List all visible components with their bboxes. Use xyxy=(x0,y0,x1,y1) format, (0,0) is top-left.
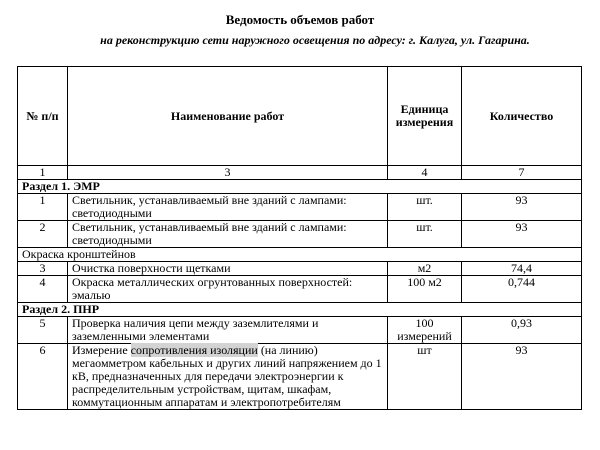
quantity-cell: 0,93 xyxy=(462,317,582,344)
unit-cell: 100 измерений xyxy=(388,317,462,344)
row-number: 5 xyxy=(18,317,68,344)
document-subtitle: на реконструкцию сети наружного освещения по адресу: г. Калуга, ул. Гагарина. xyxy=(100,33,530,47)
unit-cell: шт. xyxy=(388,194,462,221)
subsection-row xyxy=(18,248,582,262)
quantity-cell: 0,744 xyxy=(462,276,582,303)
work-name: Светильник, устанавливаемый вне зданий с лампами: светодиодными xyxy=(68,221,388,248)
table-row xyxy=(18,317,582,344)
work-name: Проверка наличия цепи между заземлителями и заземленными элементами xyxy=(68,317,388,344)
unit-cell: м2 xyxy=(388,262,462,276)
row-number: 1 xyxy=(18,194,68,221)
column-number: 4 xyxy=(388,166,462,180)
document-title: Ведомость объемов работ xyxy=(225,12,375,27)
subsection-title: Окраска кронштейнов xyxy=(18,248,582,262)
work-name: Окраска металлических огрунтованных поверхностей: эмалью xyxy=(68,276,388,303)
header-work-name: Наименование работ xyxy=(68,67,388,166)
column-number: 7 xyxy=(462,166,582,180)
table-row xyxy=(18,221,582,248)
header-number: № п/п xyxy=(18,67,68,166)
column-number: 1 xyxy=(18,166,68,180)
header-unit: Единица измерения xyxy=(388,67,462,166)
work-name xyxy=(68,344,388,410)
quantity-cell: 74,4 xyxy=(462,262,582,276)
row-number: 2 xyxy=(18,221,68,248)
table-row xyxy=(18,276,582,303)
table-row xyxy=(18,194,582,221)
column-number: 3 xyxy=(68,166,388,180)
quantity-cell: 93 xyxy=(462,194,582,221)
section-title: Раздел 2. ПНР xyxy=(18,303,582,317)
section-title: Раздел 1. ЭМР xyxy=(18,180,582,194)
header-quantity: Количество xyxy=(462,67,582,166)
quantity-cell: 93 xyxy=(462,221,582,248)
works-table xyxy=(17,66,582,410)
unit-cell: шт xyxy=(388,344,462,410)
table-row xyxy=(18,344,582,410)
section-row xyxy=(18,180,582,194)
quantity-cell: 93 xyxy=(462,344,582,410)
column-number-row xyxy=(18,166,582,180)
unit-cell: шт. xyxy=(388,221,462,248)
work-name: Светильник, устанавливаемый вне зданий с лампами: светодиодными xyxy=(68,194,388,221)
highlighted-text[interactable]: сопротивления изоляции xyxy=(130,343,258,357)
row-number: 6 xyxy=(18,344,68,410)
unit-cell: 100 м2 xyxy=(388,276,462,303)
work-name: Очистка поверхности щетками xyxy=(68,262,388,276)
header-row xyxy=(18,67,582,166)
work-name-rest: (на линию) мегаомметром кабельных и других линий напряжением до 1 кВ, предназначенных для передачи электроэнергии к распределительным устройствам, щитам, шкафам, коммутационным аппаратам и электропотребителям xyxy=(72,343,382,409)
row-number: 3 xyxy=(18,262,68,276)
section-row xyxy=(18,303,582,317)
table-row xyxy=(18,262,582,276)
row-number: 4 xyxy=(18,276,68,303)
work-name-start: Измерение xyxy=(72,343,131,357)
